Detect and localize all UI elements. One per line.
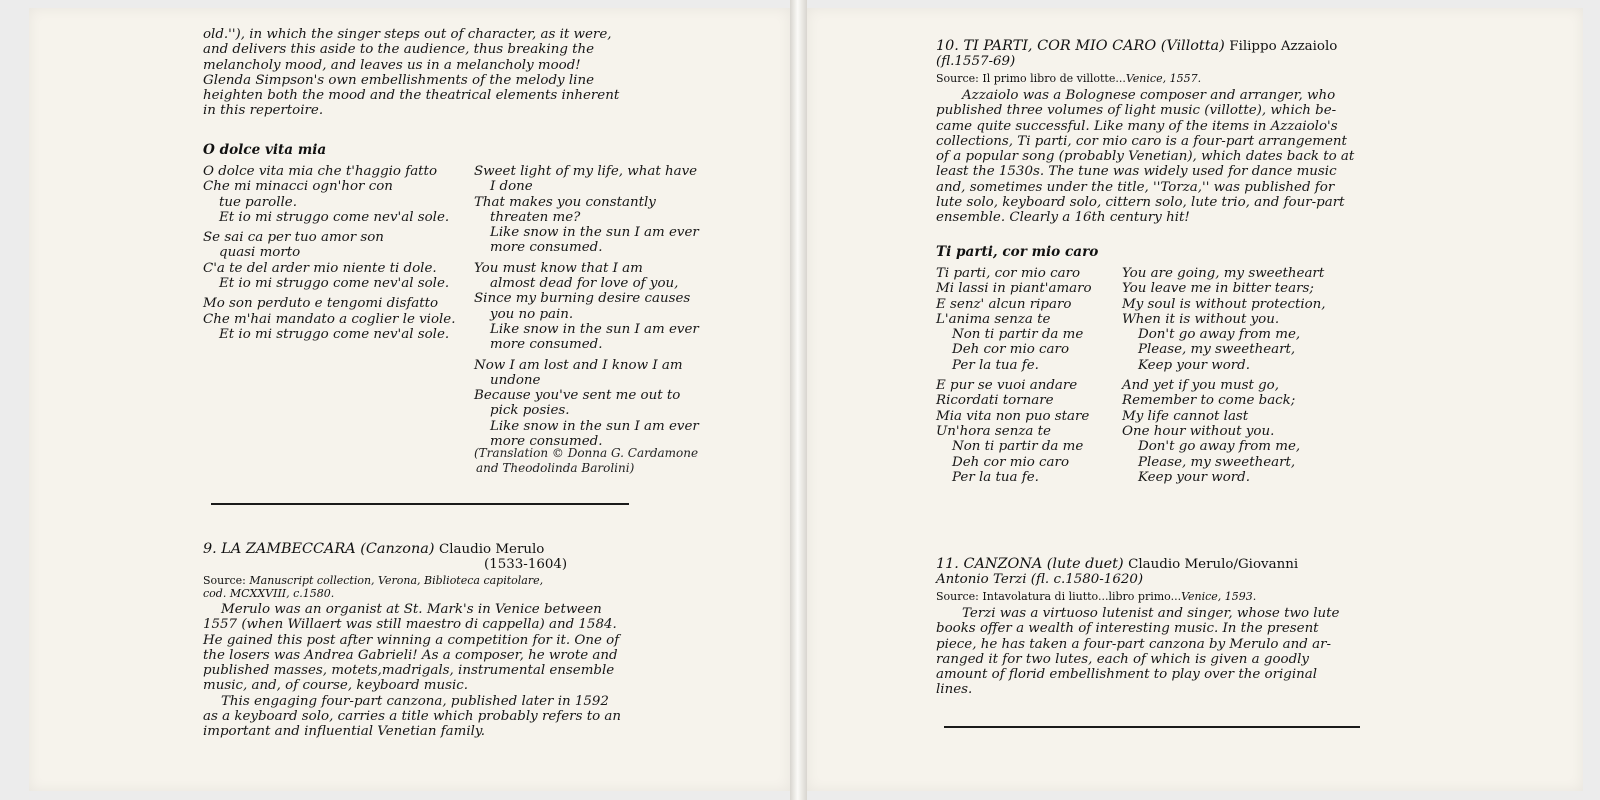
lyric-line: Deh cor mio caro [952,454,1070,470]
right-page [807,8,1583,791]
lyric-line: You are going, my sweetheart [1122,266,1325,281]
text-line: and, sometimes under the title, ''Torza,'' was published for [936,179,1335,195]
source-text: Il primo libro de villotte... [982,72,1126,85]
text-line: as a keyboard solo, carries a title which probably refers to an [203,709,622,725]
lyric-line: pick posies. [490,403,570,419]
lyric-line: You leave me in bitter tears; [1122,281,1314,297]
item-10-title [936,38,1337,55]
translation-credit [474,446,698,475]
item-9-title [203,541,544,558]
text-line: music, and, of course, keyboard music. [203,678,469,694]
text-line: heighten both the mood and the theatrical elements inherent [203,88,620,104]
lyric-line: Don't go away from me, [1138,327,1301,343]
source-place: Venice, 1593. [1181,590,1257,603]
item-title-text: 10. TI PARTI, COR MIO CARO (Villotta) [936,38,1225,54]
lyric-line: tue parolle. [219,194,297,210]
text-line: amount of florid embellishment to play over the original [936,667,1317,683]
source-label: Source: [936,590,979,603]
lyric-line: quasi morto [219,245,301,261]
lyric-line: And yet if you must go, [1122,378,1279,394]
lyric-line: Like snow in the sun I am ever [490,225,699,241]
lyric-line: Per la tua fe. [952,469,1039,485]
lyric-line: E senz' alcun riparo [936,296,1072,312]
lyric-line: Ti parti, cor mio caro [936,266,1081,281]
lyric-line: Ricordati tornare [936,393,1054,409]
intro-paragraph [203,27,653,119]
lyric-line: almost dead for love of you, [490,276,679,292]
lyric-line: undone [490,372,541,388]
lyric-line: Non ti partir da me [952,327,1084,343]
text-line: least the 1530s. The tune was widely used for dance music [936,164,1337,180]
lyric-line: Se sai ca per tuo amor son [203,230,384,246]
source-place: Venice, 1557. [1125,72,1202,85]
composer-dates: Antonio Terzi (fl. c.1580-1620) [936,572,1144,587]
lyric-line: you no pain. [490,306,574,322]
source-text: Manuscript collection, Verona, Biblioteca capitolare, [249,574,544,587]
english-lyrics [474,164,724,449]
text-line: Terzi was a virtuoso lutenist and singer, whose two lute [962,606,1340,621]
lyric-line: One hour without you. [1122,423,1275,439]
lyric-line: I done [490,179,533,195]
lyric-line: Since my burning desire causes [474,291,691,307]
item-11-source [936,590,1256,603]
text-line: old.''), in which the singer steps out of character, as it were, [203,27,612,42]
book-gutter [790,0,807,800]
item-11-description [936,606,1416,698]
text-line: ranged it for two lutes, each of which is given a goodly [936,651,1309,667]
text-line: Azzaiolo was a Bolognese composer and arranger, who [962,88,1336,103]
translation-credit-line: (Translation © Donna G. Cardamone [474,446,699,460]
item-10-description [936,88,1416,226]
lyric-line: That makes you constantly [474,194,656,210]
lyric-line: Remember to come back; [1122,393,1296,409]
lyric-line: Per la tua fe. [952,357,1039,373]
lyric-line: Like snow in the sun I am ever [490,418,699,434]
lyric-line: Because you've sent me out to [474,388,681,404]
lyric-line: more consumed. [490,240,603,256]
lyric-line: Et io mi struggo come nev'al sole. [219,326,450,342]
item-9-description [203,602,663,740]
text-line: published three volumes of light music (villotte), which be- [936,103,1337,119]
item-title-text: 9. LA ZAMBECCARA (Canzona) [203,541,435,557]
lyric-line: Non ti partir da me [952,439,1084,455]
lyric-line: Sweet light of my life, what have [474,164,698,179]
lyric-line: My soul is without protection, [1122,296,1326,312]
composer-name: Claudio Merulo/Giovanni [1128,557,1299,572]
lyric-line: Mi lassi in piant'amaro [936,281,1092,297]
lyric-line: Mia vita non puo stare [936,408,1090,424]
text-line: ensemble. Clearly a 16th century hit! [936,210,1190,226]
lyric-line: Don't go away from me, [1138,439,1301,455]
song-heading: O dolce vita mia [203,142,327,158]
lyric-line: more consumed. [490,434,603,450]
italian-lyrics [936,266,1126,485]
item-title-text: 11. CANZONA (lute duet) [936,556,1124,572]
text-line: Merulo was an organist at St. Mark's in Venice between [221,602,602,617]
lyric-line: O dolce vita mia che t'haggio fatto [203,164,438,179]
text-line: Glenda Simpson's own embellishments of the melody line [203,72,594,88]
text-line: of a popular song (probably Venetian), which dates back to at [936,149,1355,165]
lyric-line: Like snow in the sun I am ever [490,321,699,337]
lyric-line: Deh cor mio caro [952,342,1070,358]
composer-name: Claudio Merulo [439,542,545,557]
section-divider [944,726,1360,728]
source-text: Intavolatura di liutto...libro primo... [982,590,1182,603]
lyric-line: Please, my sweetheart, [1138,342,1296,358]
text-line: collections, Ti parti, cor mio caro is a four-part arrangement [936,133,1347,149]
text-line: the losers was Andrea Gabrieli! As a composer, he wrote and [203,647,618,663]
lyric-line: Et io mi struggo come nev'al sole. [219,209,450,225]
lyric-line: more consumed. [490,337,603,353]
text-line: 1557 (when Willaert was still maestro di cappella) and 1584. [203,617,617,633]
text-line: He gained this post after winning a competition for it. One of [203,632,620,648]
text-line: melancholy mood, and leaves us in a melancholy mood! [203,57,581,73]
lyric-line: When it is without you. [1122,311,1280,327]
lyric-line: Et io mi struggo come nev'al sole. [219,276,450,292]
lyric-line: My life cannot last [1122,408,1249,424]
left-page [29,8,790,791]
text-line: came quite successful. Like many of the items in Azzaiolo's [936,118,1338,134]
lyric-line: threaten me? [490,209,581,225]
source-label: Source: [936,72,979,85]
text-line: in this repertoire. [203,103,324,119]
text-line: lines. [936,682,973,698]
item-10-source [936,72,1201,85]
composer-dates: (1533-1604) [484,557,568,572]
lyric-line: Che mi minacci ogn'hor con [203,179,393,195]
source-text: cod. MCXXVIII, c.1580. [203,587,335,600]
lyric-line: Keep your word. [1138,469,1250,485]
lyric-line: C'a te del arder mio niente ti dole. [203,260,437,276]
lyric-line: You must know that I am [474,260,643,276]
text-line: published masses, motets,madrigals, instrumental ensemble [203,663,615,679]
text-line: piece, he has taken a four-part canzona by Merulo and ar- [936,636,1332,652]
lyric-line: Keep your word. [1138,357,1250,373]
lyric-line: Now I am lost and I know I am [474,357,683,373]
song-heading: Ti parti, cor mio caro [936,244,1099,260]
composer-name: Filippo Azzaiolo [1229,39,1338,54]
text-line: important and influential Venetian family. [203,724,485,740]
lyric-line: E pur se vuoi andare [936,378,1078,394]
text-line: and delivers this aside to the audience, thus breaking the [203,42,595,58]
translation-credit-line: and Theodolinda Barolini) [476,460,635,475]
lyric-line: L'anima senza te [936,311,1051,327]
text-line: lute solo, keyboard solo, cittern solo, lute trio, and four-part [936,195,1345,211]
italian-lyrics [203,164,473,342]
item-9-source [203,574,543,600]
section-divider [211,503,629,505]
text-line: This engaging four-part canzona, published later in 1592 [221,693,609,709]
source-label: Source: [203,574,246,587]
lyric-line: Mo son perduto e tengomi disfatto [203,296,439,312]
lyric-line: Please, my sweetheart, [1138,454,1296,470]
lyric-line: Che m'hai mandato a coglier le viole. [203,311,456,327]
text-line: books offer a wealth of interesting music. In the present [936,621,1319,637]
lyric-line: Un'hora senza te [936,423,1051,439]
item-11-title [936,556,1298,573]
english-lyrics [1122,266,1342,485]
composer-dates: (fl.1557-69) [936,54,1016,69]
